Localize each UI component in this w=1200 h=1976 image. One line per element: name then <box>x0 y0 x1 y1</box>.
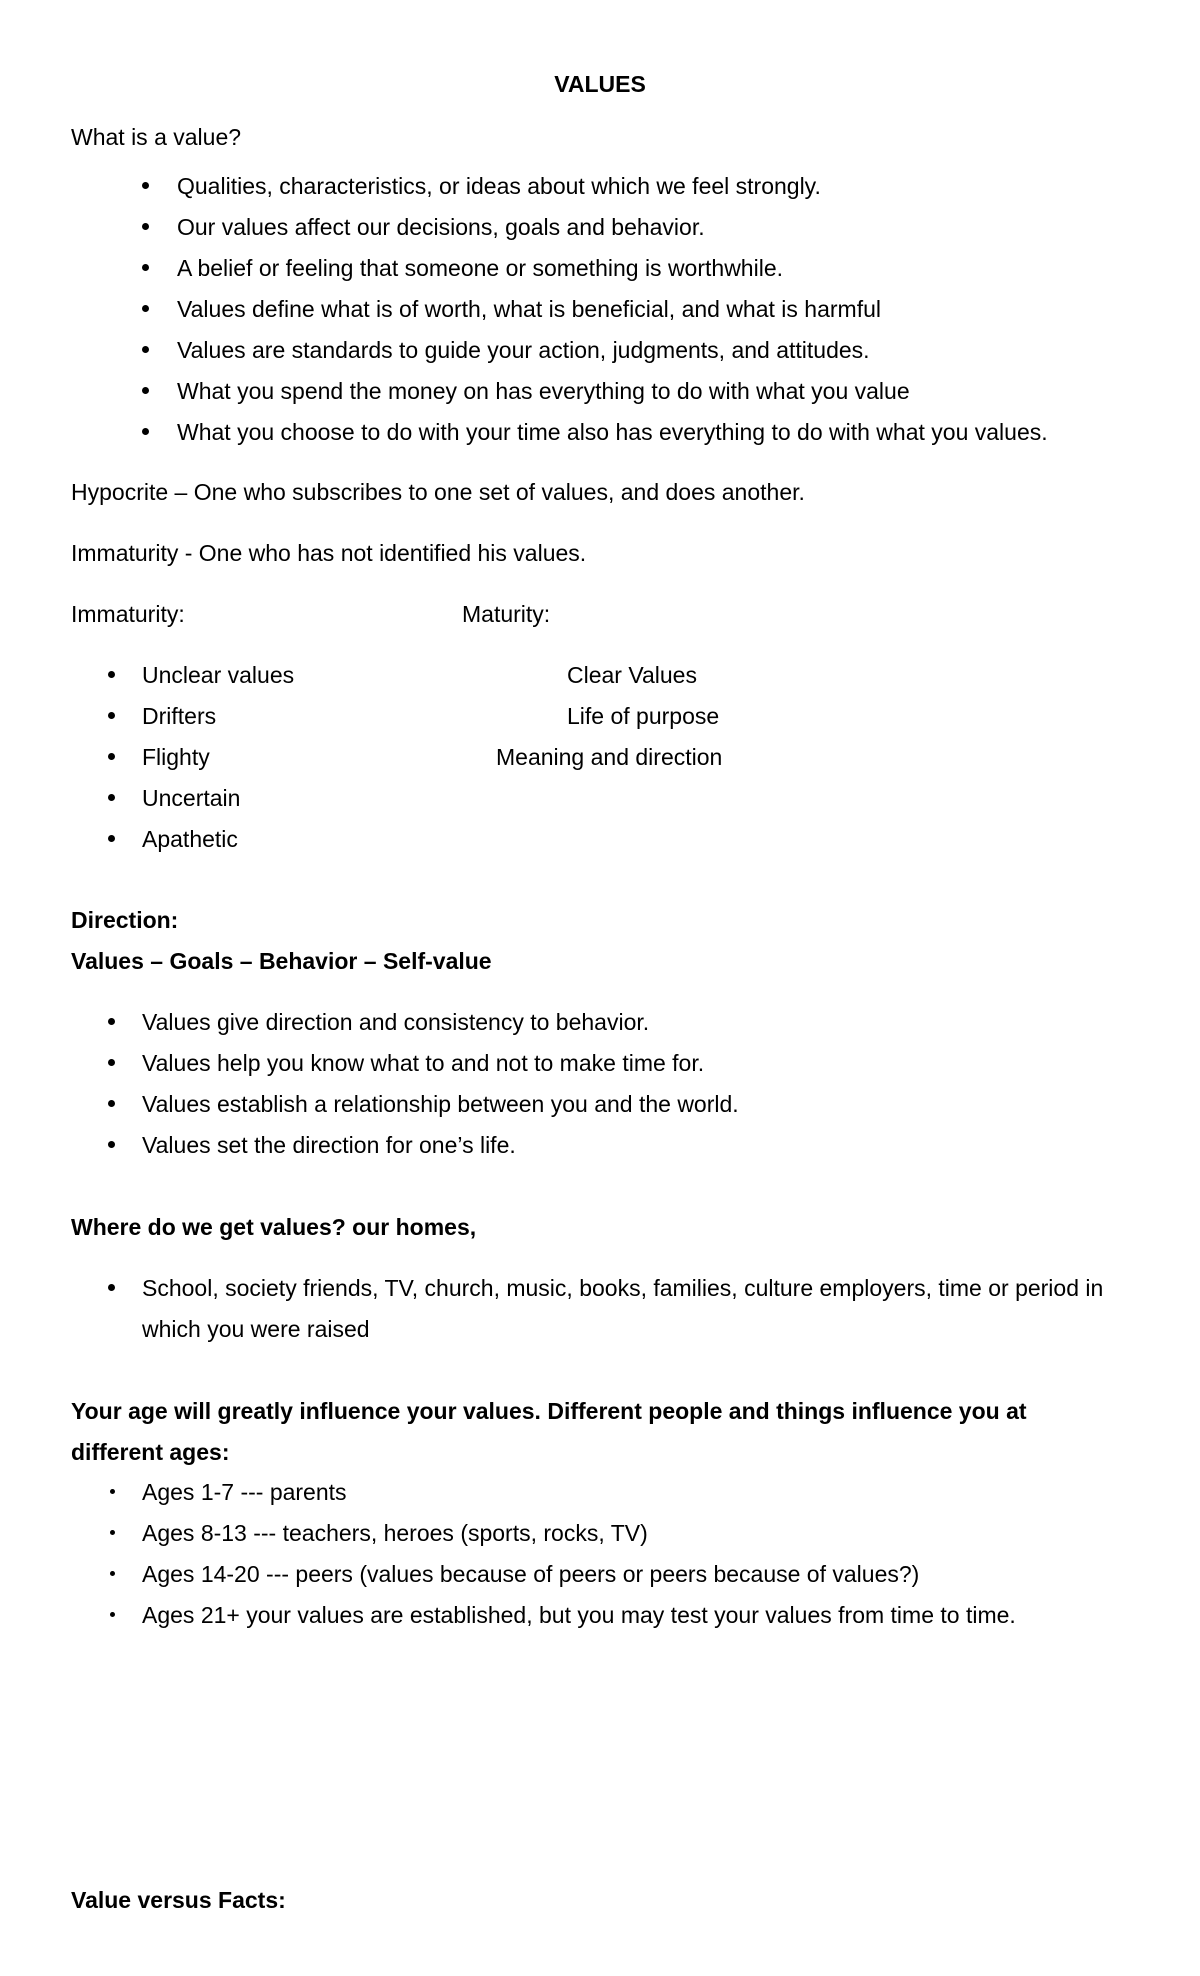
list-item: Unclear values <box>142 662 295 688</box>
list-item: Our values affect our decisions, goals and behavior. <box>177 214 705 240</box>
immaturity-definition: Immaturity - One who has not identified his values. <box>71 540 587 566</box>
bullet-icon <box>108 671 115 678</box>
bullet-icon <box>108 712 115 719</box>
age-heading-line2: different ages: <box>71 1439 230 1465</box>
what-is-value-question: What is a value? <box>71 124 242 150</box>
bullet-icon <box>108 1141 115 1148</box>
bullet-icon <box>108 1284 115 1291</box>
immaturity-heading: Immaturity: <box>71 601 185 627</box>
list-item-continuation: which you were raised <box>142 1316 370 1342</box>
bullet-icon <box>142 223 149 230</box>
list-item: Values are standards to guide your action, judgments, and attitudes. <box>177 337 870 363</box>
list-item: What you spend the money on has everything to do with what you value <box>177 378 910 404</box>
list-item: Uncertain <box>142 785 241 811</box>
list-item: Ages 21+ your values are established, but you may test your values from time to time. <box>142 1602 1016 1628</box>
bullet-icon <box>142 387 149 394</box>
bullet-icon <box>108 835 115 842</box>
sources-heading: Where do we get values? our homes, <box>71 1214 477 1240</box>
bullet-icon <box>108 753 115 760</box>
hypocrite-definition: Hypocrite – One who subscribes to one set of values, and does another. <box>71 479 805 505</box>
list-item: Ages 8-13 --- teachers, heroes (sports, rocks, TV) <box>142 1520 648 1546</box>
bullet-icon <box>110 1612 115 1617</box>
value-vs-facts-heading: Value versus Facts: <box>71 1887 286 1913</box>
direction-chain: Values – Goals – Behavior – Self-value <box>71 948 492 974</box>
bullet-icon <box>110 1530 115 1535</box>
bullet-icon <box>108 794 115 801</box>
bullet-icon <box>142 305 149 312</box>
list-item: Ages 1-7 --- parents <box>142 1479 347 1505</box>
bullet-icon <box>108 1018 115 1025</box>
bullet-icon <box>142 264 149 271</box>
bullet-icon <box>142 182 149 189</box>
direction-heading: Direction: <box>71 907 179 933</box>
list-item: Clear Values <box>567 662 697 688</box>
list-item: Meaning and direction <box>496 744 723 770</box>
list-item: Values help you know what to and not to make time for. <box>142 1050 705 1076</box>
bullet-icon <box>142 346 149 353</box>
list-item: A belief or feeling that someone or something is worthwhile. <box>177 255 783 281</box>
age-heading-line1: Your age will greatly influence your values. Different people and things influence you at <box>71 1398 1027 1424</box>
bullet-icon <box>110 1571 115 1576</box>
maturity-heading: Maturity: <box>462 601 551 627</box>
list-item: Apathetic <box>142 826 238 852</box>
list-item: Values establish a relationship between you and the world. <box>142 1091 739 1117</box>
bullet-icon <box>110 1489 115 1494</box>
bullet-icon <box>108 1059 115 1066</box>
page-title: VALUES <box>554 71 646 97</box>
list-item: Drifters <box>142 703 217 729</box>
list-item: Ages 14-20 --- peers (values because of peers or peers because of values?) <box>142 1561 920 1587</box>
list-item: Values set the direction for one’s life. <box>142 1132 516 1158</box>
list-item: School, society friends, TV, church, music, books, families, culture employers, time or period in <box>142 1275 1104 1301</box>
list-item: Values define what is of worth, what is beneficial, and what is harmful <box>177 296 881 322</box>
list-item: Values give direction and consistency to behavior. <box>142 1009 650 1035</box>
list-item: Flighty <box>142 744 210 770</box>
list-item: Qualities, characteristics, or ideas about which we feel strongly. <box>177 173 821 199</box>
bullet-icon <box>108 1100 115 1107</box>
list-item: Life of purpose <box>567 703 720 729</box>
bullet-icon <box>142 428 149 435</box>
list-item: What you choose to do with your time also has everything to do with what you values. <box>177 419 1048 445</box>
